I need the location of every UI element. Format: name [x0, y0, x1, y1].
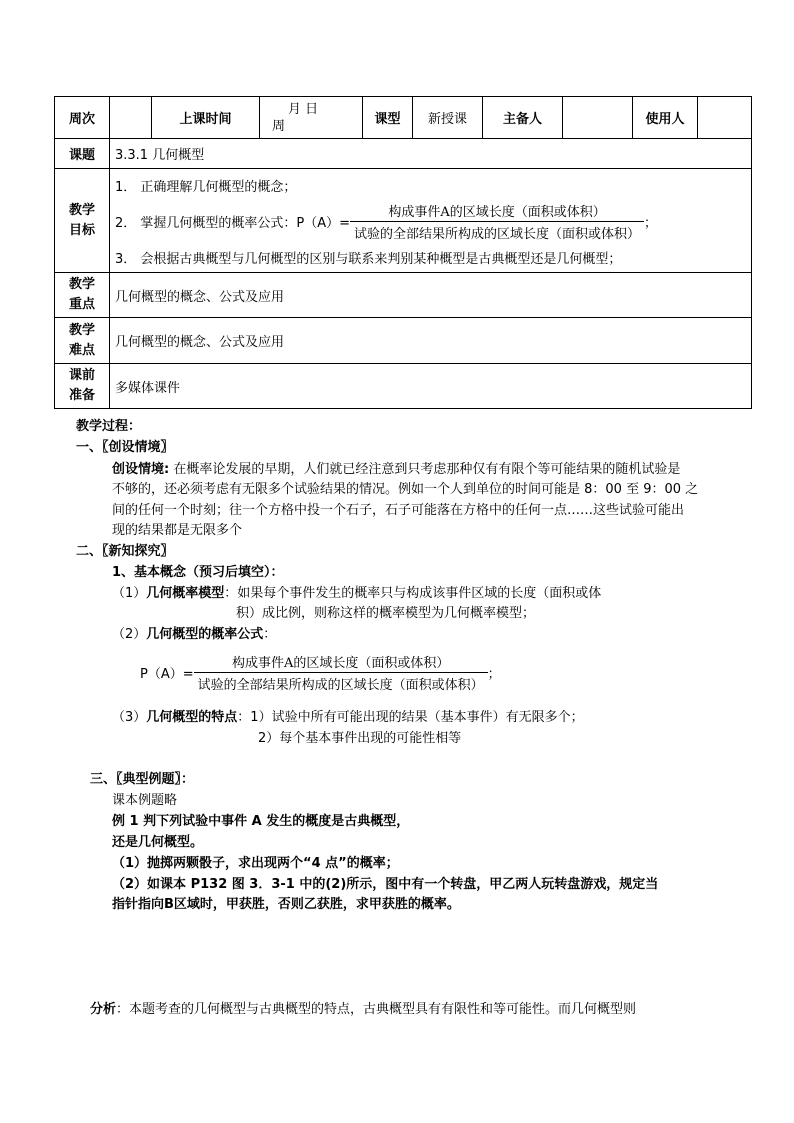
formula-prefix: P（A）= [140, 667, 194, 682]
def1-text-1: ：如果每个事件发生的概率只与构成该事件区域的长度（面积或体 [224, 586, 602, 601]
weekday: 周 [272, 118, 286, 134]
definition-1-line-2: 积）成比例，则称这样的概率模型为几何概率模型； [236, 606, 536, 621]
goal-item-3: 3． 会根据古典概型与几何概型的区别与联系来判别某种概型是古典概型还是几何概型； [115, 252, 622, 267]
def3-term: 几何概型的特点 [146, 710, 238, 725]
sec3-note: 课本例题略 [112, 793, 178, 808]
def1-term: 几何概率模型 [146, 586, 225, 601]
example-1-line-1: 例 1 判下列试验中事件 A 发生的概度是古典概型， [112, 814, 410, 829]
sec1-line-4: 现的结果都是无限多个 [112, 523, 243, 538]
def1-num: （1） [112, 586, 147, 601]
section-1-title: 一、〖创设情境〗 [76, 440, 174, 455]
def2-colon: ： [263, 627, 277, 642]
probability-formula [350, 201, 644, 242]
difficulties-label-line2: 难点 [68, 342, 95, 358]
analysis-paragraph [90, 998, 636, 1017]
formula-denominator: 试验的全部结果所构成的区域长度（面积或体积） [354, 227, 641, 242]
def2-term: 几何概型的概率公式 [146, 627, 264, 642]
analysis-label: 分析 [90, 1002, 117, 1017]
definition-3-line-1 [112, 706, 584, 725]
goal-item-1: 1． 正确理解几何概型的概念； [115, 180, 297, 195]
example-1-question-2b: 指针指向B区域时，甲获胜，否则乙获胜，求甲获胜的概率。 [112, 897, 460, 912]
user-value [698, 97, 752, 139]
preparation-label [55, 364, 110, 409]
process-title: 教学过程： [76, 419, 142, 434]
goal-item-2-suffix: ； [644, 216, 658, 231]
example-1-question-1: （1）抛掷两颗骰子，求出现两个“4 点”的概率； [112, 856, 399, 871]
difficulties-label-line1: 教学 [68, 322, 95, 338]
week-value [110, 97, 152, 139]
difficulties-value: 几何概型的概念、公式及应用 [110, 318, 752, 364]
example-1-line-2: 还是几何概型。 [112, 835, 204, 850]
sec1-lead: 创设情境: [112, 462, 170, 477]
formula-block-numerator: 构成事件A的区域长度（面积或体积） [194, 652, 488, 673]
formula-fraction [194, 652, 488, 693]
formula-block-denominator: 试验的全部结果所构成的区域长度（面积或体积） [197, 678, 484, 693]
key-points-label-line1: 教学 [68, 277, 95, 292]
lesson-info-table [54, 96, 752, 409]
goal-item-2-prefix: 2． 掌握几何概型的概率公式：P（A）= [115, 216, 351, 231]
topic-value: 3.3.1 几何概型 [110, 139, 752, 169]
topic-label: 课题 [55, 139, 110, 169]
goal-item-2 [115, 201, 751, 242]
preparer-value [563, 97, 633, 139]
goals-label-line2: 目标 [68, 222, 95, 238]
goals-label [55, 169, 110, 273]
key-points-value: 几何概型的概念、公式及应用 [110, 273, 752, 318]
preparer-label: 主备人 [483, 97, 563, 139]
preparation-label-line2: 准备 [68, 388, 95, 403]
date-cell [260, 97, 363, 139]
sec1-line-3: 间的任何一个时刻；往一个方格中投一个石子，石子可能落在方格中的任何一点……这些试验可能出 [112, 503, 685, 518]
key-points-label-line2: 重点 [68, 297, 95, 312]
week-label: 周次 [55, 97, 110, 139]
sec1-text-1: 在概率论发展的早期，人们就已经注意到只考虑那种仅有有限个等可能结果的随机试验是 [169, 462, 681, 477]
def3-text-1: ：1）试验中所有可能出现的结果（基本事件）有无限多个； [237, 710, 584, 725]
preparation-value: 多媒体课件 [110, 364, 752, 409]
example-1-question-2a: （2）如课本 P132 图 3．3-1 中的(2)所示，图中有一个转盘，甲乙两人玩转盘游戏，规定当 [112, 877, 659, 892]
formula-numerator: 构成事件A的区域长度（面积或体积） [350, 201, 644, 222]
definition-3-line-2: 2）每个基本事件出现的可能性相等 [258, 731, 462, 746]
sec2-subtitle: 1、基本概念（预习后填空）： [112, 565, 284, 580]
section-2-title: 二、〖新知探究〗 [76, 544, 174, 559]
def2-num: （2） [112, 627, 147, 642]
key-points-label [55, 273, 110, 318]
month-day: 月 日 [288, 101, 319, 117]
type-value: 新授课 [413, 97, 483, 139]
preparation-label-line1: 课前 [68, 368, 95, 383]
sec1-line-2: 不够的，还必须考虑有无限多个试验结果的情况。例如一个人到单位的时间可能是 8：00 至 9：00 之 [112, 482, 699, 497]
definition-1-line-1 [112, 582, 601, 601]
goals-label-line1: 教学 [68, 202, 95, 218]
type-label: 课型 [363, 97, 413, 139]
section-3-title: 三、〖典型例题〗： [90, 772, 195, 787]
definition-2 [112, 623, 276, 642]
formula-suffix: ； [487, 667, 501, 682]
user-label: 使用人 [633, 97, 698, 139]
formula-block [140, 652, 501, 693]
difficulties-label [55, 318, 110, 364]
analysis-text: ：本题考查的几何概型与古典概型的特点，古典概型具有有限性和等可能性。而几何概型则 [116, 1002, 637, 1017]
goals-cell [110, 169, 752, 273]
sec1-line-1 [112, 458, 680, 477]
class-time-label: 上课时间 [152, 97, 260, 139]
def3-num: （3） [112, 710, 147, 725]
